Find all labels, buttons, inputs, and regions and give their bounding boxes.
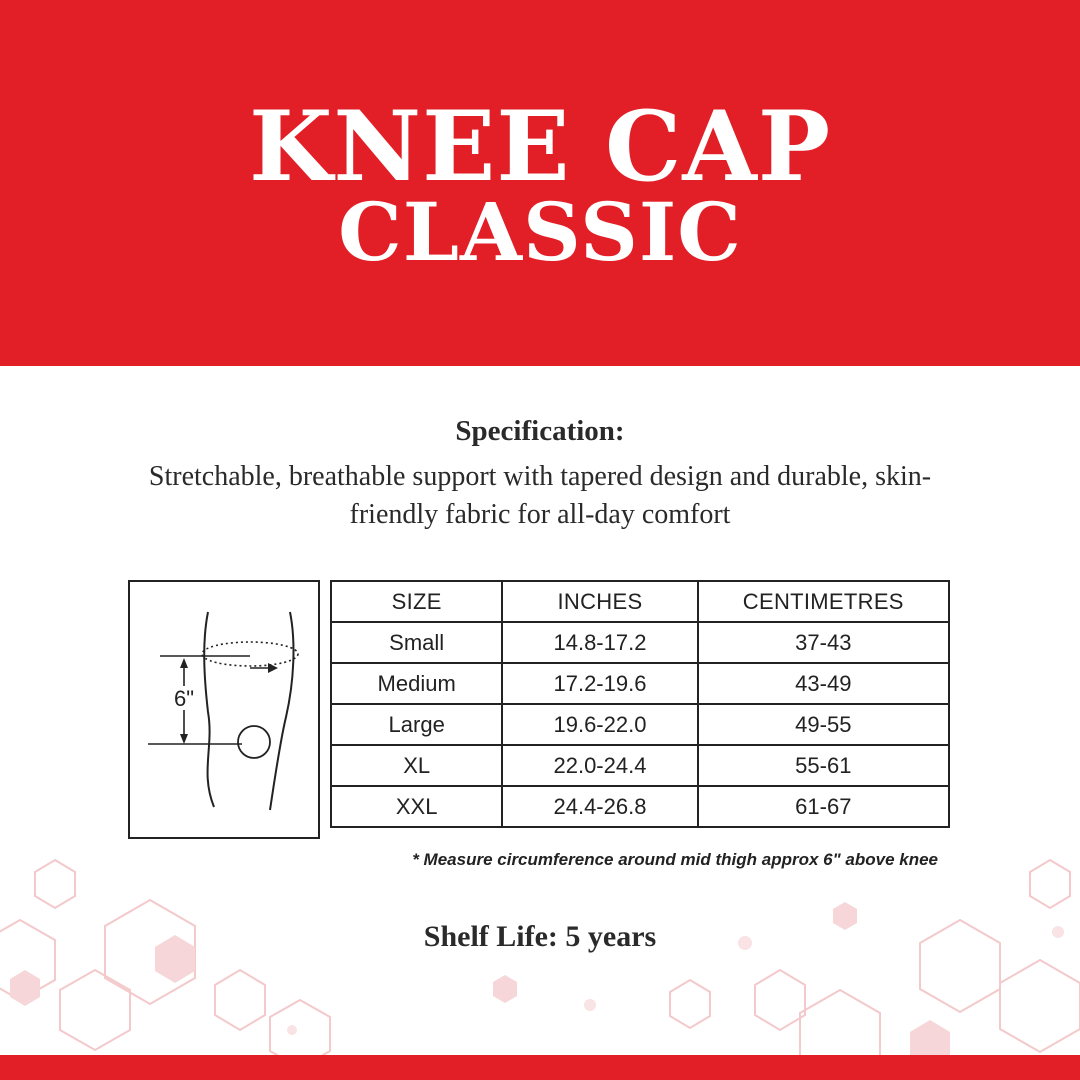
inches-cell: 22.0-24.4 xyxy=(502,745,697,786)
circumference-ellipse-icon xyxy=(202,642,298,666)
table-row xyxy=(331,663,949,704)
arrow-down-icon xyxy=(180,734,188,744)
product-title-line2: CLASSIC xyxy=(338,185,742,279)
measurement-footnote: * Measure circumference around mid thigh approx 6" above knee xyxy=(412,850,938,869)
inches-cell: 24.4-26.8 xyxy=(502,786,697,827)
centimetres-cell: 43-49 xyxy=(698,663,949,704)
table-header-row xyxy=(331,581,949,622)
product-title-line1: KNEE CAP xyxy=(248,90,832,203)
column-header-size: SIZE xyxy=(331,581,502,622)
specification-heading: Specification: xyxy=(455,415,625,447)
shelf-life: Shelf Life: 5 years xyxy=(423,920,657,953)
size-cell: Large xyxy=(331,704,502,745)
header-banner xyxy=(0,0,1080,366)
inches-cell: 17.2-19.6 xyxy=(502,663,697,704)
centimetres-cell: 37-43 xyxy=(698,622,949,663)
specification-text: Stretchable, breathable support with tapered design and durable, skin-friendly fabric for all-day comfort xyxy=(148,461,932,530)
column-header-inches: INCHES xyxy=(502,581,697,622)
column-header-centimetres: CENTIMETRES xyxy=(698,581,949,622)
leg-left-outline-icon xyxy=(204,612,214,807)
size-cell: XXL xyxy=(331,786,502,827)
measure-label: 6" xyxy=(173,686,195,711)
size-cell: Medium xyxy=(331,663,502,704)
size-cell: XL xyxy=(331,745,502,786)
knee-measurement-diagram xyxy=(128,580,320,839)
footer-bar xyxy=(0,1055,1080,1080)
kneecap-icon xyxy=(238,726,270,758)
table-row xyxy=(331,786,949,827)
leg-right-outline-icon xyxy=(270,612,293,810)
centimetres-cell: 49-55 xyxy=(698,704,949,745)
table-row xyxy=(331,704,949,745)
size-chart-table xyxy=(330,580,950,828)
inches-cell: 19.6-22.0 xyxy=(502,704,697,745)
table-row xyxy=(331,622,949,663)
centimetres-cell: 61-67 xyxy=(698,786,949,827)
centimetres-cell: 55-61 xyxy=(698,745,949,786)
inches-cell: 14.8-17.2 xyxy=(502,622,697,663)
arrow-up-icon xyxy=(180,658,188,668)
size-cell: Small xyxy=(331,622,502,663)
table-row xyxy=(331,745,949,786)
